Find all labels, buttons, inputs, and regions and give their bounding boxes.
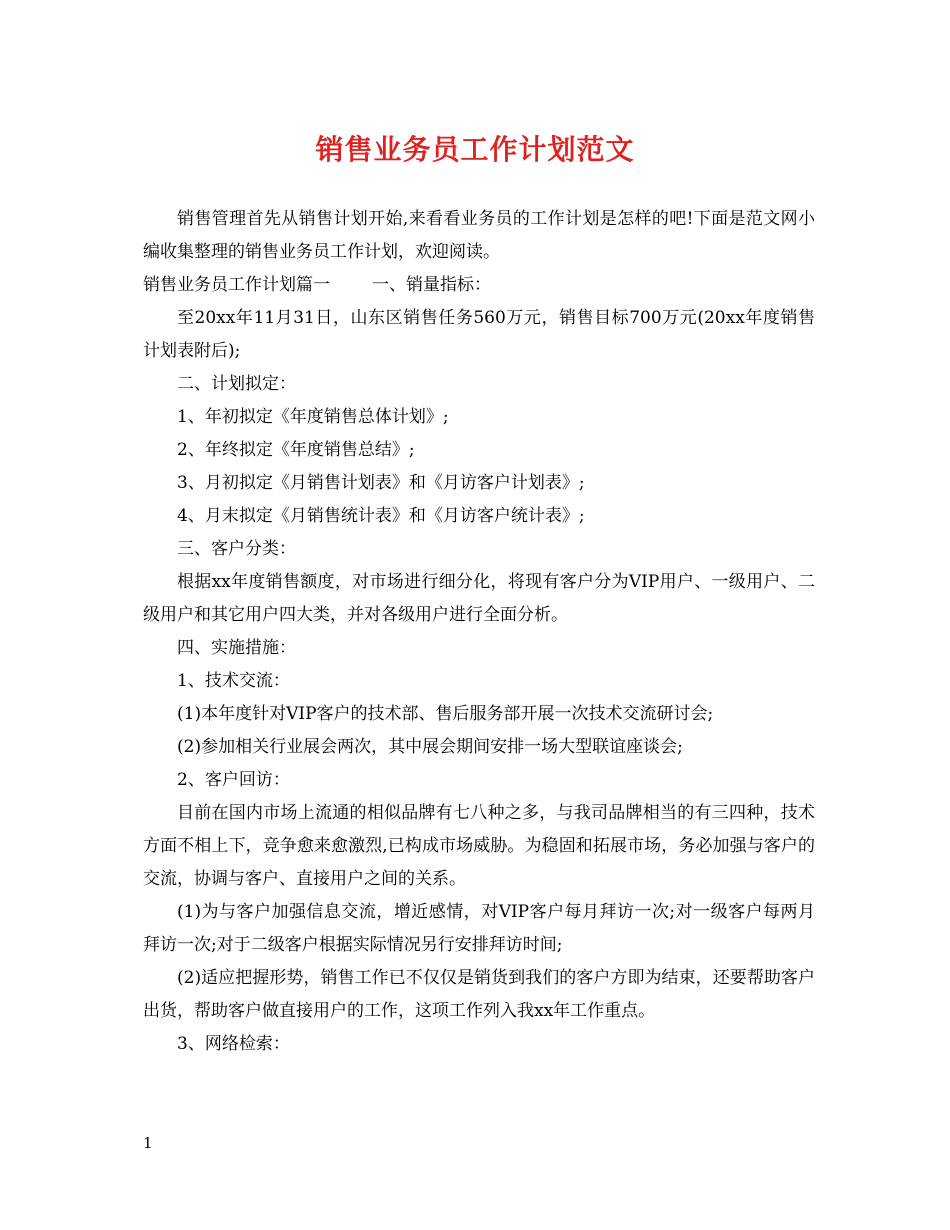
section-heading-line (143, 269, 815, 302)
intro-paragraph: 销售管理首先从销售计划开始,来看看业务员的工作计划是怎样的吧!下面是范文网小编收集整理的销售业务员工作计划，欢迎阅读。 (143, 209, 815, 262)
paragraph: (1)本年度针对VIP客户的技术部、售后服务部开展一次技术交流研讨会; (177, 704, 714, 724)
paragraph: 四、实施措施： (177, 638, 296, 658)
paragraph: 2、客户回访： (177, 770, 290, 790)
paragraph: 3、网络检索： (177, 1034, 290, 1054)
paragraph: 1、技术交流： (177, 671, 290, 691)
paragraph: 根据xx年度销售额度，对市场进行细分化，将现有客户分为VIP用户、一级用户、二级用户和其它用户四大类，并对各级用户进行全面分析。 (143, 572, 815, 625)
paragraph: 3、月初拟定《月销售计划表》和《月访客户计划表》; (177, 473, 585, 493)
paragraph: 目前在国内市场上流通的相似品牌有七八种之多，与我司品牌相当的有三四种，技术方面不相上下，竞争愈来愈激烈,已构成市场威胁。为稳固和拓展市场，务必加强与客户的交流，协调与客户、直接用户之间的关系。 (143, 803, 815, 889)
paragraph: 4、月末拟定《月销售统计表》和《月访客户统计表》; (177, 506, 585, 526)
paragraph: (2)适应把握形势，销售工作已不仅仅是销货到我们的客户方即为结束，还要帮助客户出货，帮助客户做直接用户的工作，这项工作列入我xx年工作重点。 (143, 968, 815, 1021)
paragraph: 三、客户分类： (177, 539, 296, 559)
plan-section-label: 销售业务员工作计划篇一 (143, 275, 330, 295)
page-title: 销售业务员工作计划范文 (315, 133, 635, 166)
sales-target-heading: 一、销量指标： (372, 275, 491, 295)
paragraph: 二、计划拟定： (177, 374, 296, 394)
paragraph: 2、年终拟定《年度销售总结》; (177, 440, 415, 460)
paragraph: 至20xx年11月31日，山东区销售任务560万元，销售目标700万元(20xx年度销售计划表附后); (143, 308, 815, 361)
paragraph: 1、年初拟定《年度销售总体计划》; (177, 407, 449, 427)
document-body (143, 203, 815, 1061)
page-number: 1 (143, 1134, 153, 1152)
paragraph: (1)为与客户加强信息交流，增近感情，对VIP客户每月拜访一次;对一级客户每两月拜访一次;对于二级客户根据实际情况另行安排拜访时间; (143, 902, 815, 955)
paragraph: (2)参加相关行业展会两次，其中展会期间安排一场大型联谊座谈会; (177, 737, 683, 757)
